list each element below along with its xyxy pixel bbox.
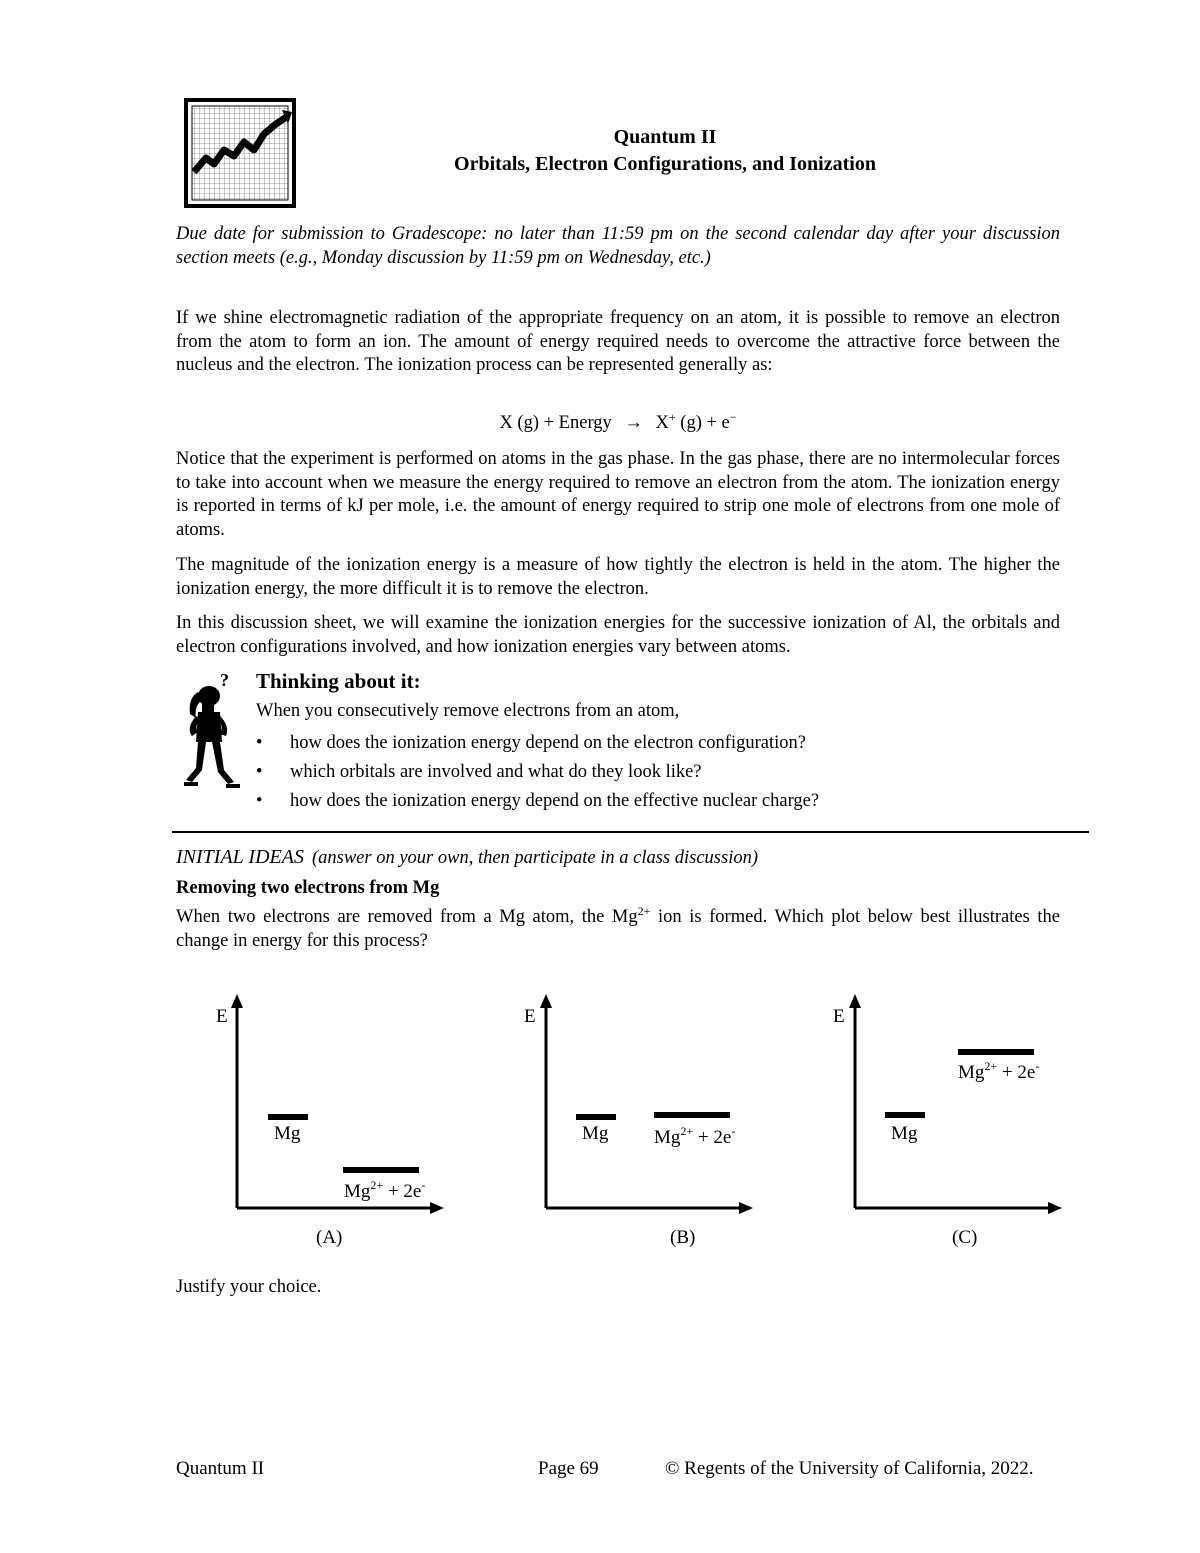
product-label: $Mg^{2+} + 2e^-$ [958,1059,1040,1083]
thinking-intro: When you consecutively remove electrons from an atom, [256,701,680,721]
plot-caption: (C) [952,1227,978,1248]
reactant-label: Mg [274,1123,301,1144]
product-label: $Mg^{2+} + 2e^-$ [344,1178,426,1202]
list-item [256,758,819,787]
initial-ideas-instructions: (answer on your own, then participate in a class discussion) [311,848,759,868]
footer-title: Quantum II [176,1458,265,1479]
question-charge: 2+ [637,903,651,918]
axis-label: E [524,1006,536,1027]
axis-label: E [216,1006,228,1027]
product-label: $Mg^{2+} + 2e^-$ [654,1124,736,1148]
axis-label: E [833,1006,845,1027]
section-title: Removing two electrons from Mg [176,878,440,898]
overview-paragraph: In this discussion sheet, we will examine the ionization energies for the successive ionization of Al, the orbitals and electron configurations involved, and how ionization energies vary between atoms. [176,613,1060,657]
reactant-label: Mg [891,1123,918,1144]
equation-ion-charge: + [668,409,676,424]
equation-left: X (g) + Energy [499,413,612,433]
initial-ideas-heading [176,846,758,869]
question-paragraph [176,903,1060,953]
list-item [256,787,819,816]
reactant-label: Mg [582,1123,609,1144]
equation-ion: X [655,413,669,433]
page-number: Page 69 [538,1458,599,1479]
section-divider [172,831,1089,833]
question-text-part1: When two electrons are removed from a Mg atom, the Mg [176,907,638,927]
bullet-icon: • [256,733,263,753]
ionization-equation [176,409,1060,434]
bullet-icon: • [256,791,263,811]
arrow-icon: → [624,413,643,433]
plot-c [833,994,1062,1248]
plot-caption: (B) [670,1227,696,1248]
y-axis-arrow-icon [231,994,243,1008]
thinking-heading: Thinking about it: [256,669,421,693]
plot-a [216,994,444,1248]
equation-electron-charge: − [729,409,737,424]
plot-b [524,994,753,1248]
bullet-icon: • [256,762,263,782]
copyright-notice: © Regents of the University of California, 2022. [665,1458,1034,1479]
title-block [300,124,1030,178]
plot-caption: (A) [316,1227,343,1248]
x-axis-arrow-icon [430,1202,444,1214]
page-title: Quantum II [613,126,717,148]
question-text: which orbitals are involved and what do they look like? [290,762,702,782]
question-text: how does the ionization energy depend on the effective nuclear charge? [290,791,820,811]
thinking-person-icon [182,670,242,792]
y-axis-arrow-icon [540,994,552,1008]
initial-ideas-title: INITIAL IDEAS [176,846,304,868]
question-text: how does the ionization energy depend on the electron configuration? [290,733,806,753]
x-axis-arrow-icon [739,1202,753,1214]
equation-right: (g) + e [675,413,730,433]
justify-prompt: Justify your choice. [176,1277,322,1297]
due-date-notice: Due date for submission to Gradescope: no later than 11:59 pm on the second calendar day after your discussion section meets (e.g., Monday discussion by 11:59 pm on Wednesday, etc.) [176,224,1060,268]
gas-phase-paragraph: Notice that the experiment is performed on atoms in the gas phase. In the gas phase, there are no intermolecular forces to take into account when we measure the energy required to remove an electron from the atom. The ionization energy is reported in terms of kJ per mole, i.e. the amount of energy required to strip one mole of electrons from one mole of atoms. [176,449,1060,540]
x-axis-arrow-icon [1048,1202,1062,1214]
intro-paragraph: If we shine electromagnetic radiation of the appropriate frequency on an atom, it is possible to remove an electron from the atom to form an ion. The amount of energy required needs to overcome the attractive force between the nucleus and the electron. The ionization process can be represented generally as: [176,308,1060,375]
y-axis-arrow-icon [849,994,861,1008]
list-item [256,729,819,758]
svg-text:?: ? [220,670,229,690]
graph-logo-icon [184,98,296,208]
thinking-questions [256,729,819,816]
page-subtitle: Orbitals, Electron Configurations, and Ionization [454,153,876,175]
magnitude-paragraph: The magnitude of the ionization energy is a measure of how tightly the electron is held in the atom. The higher the ionization energy, the more difficult it is to remove the electron. [176,555,1060,599]
question-text-part2: ion is formed. Which plot below best illustrates the change in energy for this process? [176,907,1060,951]
